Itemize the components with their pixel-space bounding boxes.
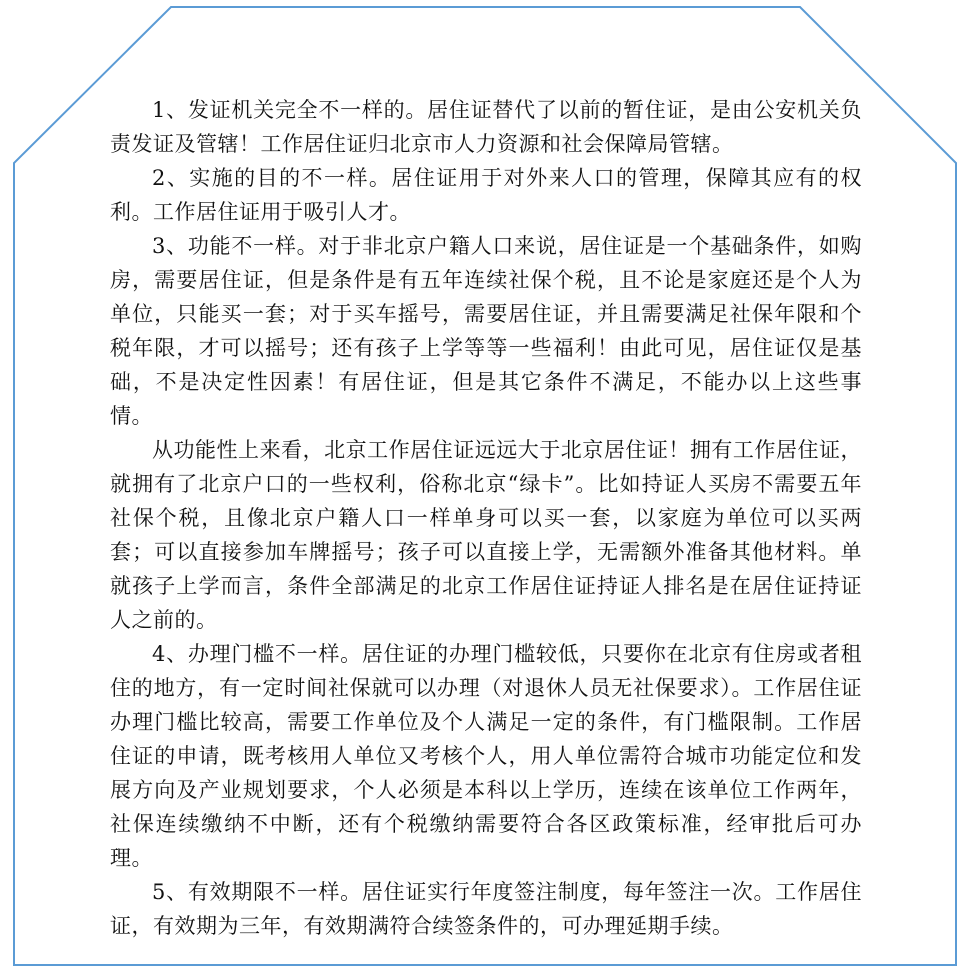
paragraph-application-threshold: 4、办理门槛不一样。居住证的办理门槛较低，只要你在北京有住房或者租住的地方，有一定时间社保就可以办理（对退休人员无社保要求）。工作居住证办理门槛比较高，需要工作单位及个人满足一定的条件，有门槛限制。工作居住证的申请，既考核用人单位又考核个人，用人单位需符合城市功能定位和发展方向及产业规划要求，个人必须是本科以上学历，连续在该单位工作两年，社保连续缴纳不中断，还有个税缴纳需要符合各区政策标准，经审批后可办理。 bbox=[110, 642, 862, 870]
paragraph-validity-period: 5、有效期限不一样。居住证实行年度签注制度，每年签注一次。工作居住证，有效期为三年，有效期满符合续签条件的，可办理延期手续。 bbox=[110, 880, 862, 938]
paragraph-functional-comparison: 从功能性上来看，北京工作居住证远远大于北京居住证！拥有工作居住证，就拥有了北京户口的一些权利，俗称北京“绿卡”。比如持证人买房不需要五年社保个税，且像北京户籍人口一样单身可以买一套，以家庭为单位可以买两套；可以直接参加车牌摇号；孩子可以直接上学，无需额外准备其他材料。单就孩子上学而言，条件全部满足的北京工作居住证持证人排名是在居住证持证人之前的。 bbox=[110, 438, 862, 632]
paragraph-purpose: 2、实施的目的不一样。居住证用于对外来人口的管理，保障其应有的权利。工作居住证用于吸引人才。 bbox=[110, 166, 862, 224]
paragraph-function: 3、功能不一样。对于非北京户籍人口来说，居住证是一个基础条件，如购房，需要居住证，但是条件是有五年连续社保个税，且不论是家庭还是个人为单位，只能买一套；对于买车摇号，需要居住证，并且需要满足社保年限和个税年限，才可以摇号；还有孩子上学等等一些福利！由此可见，居住证仅是基础，不是决定性因素！有居住证，但是其它条件不满足，不能办以上这些事情。 bbox=[110, 234, 862, 428]
document-body bbox=[110, 93, 862, 943]
paragraph-issuing-authority: 1、发证机关完全不一样的。居住证替代了以前的暂住证，是由公安机关负责发证及管辖！工作居住证归北京市人力资源和社会保障局管辖。 bbox=[110, 98, 862, 156]
